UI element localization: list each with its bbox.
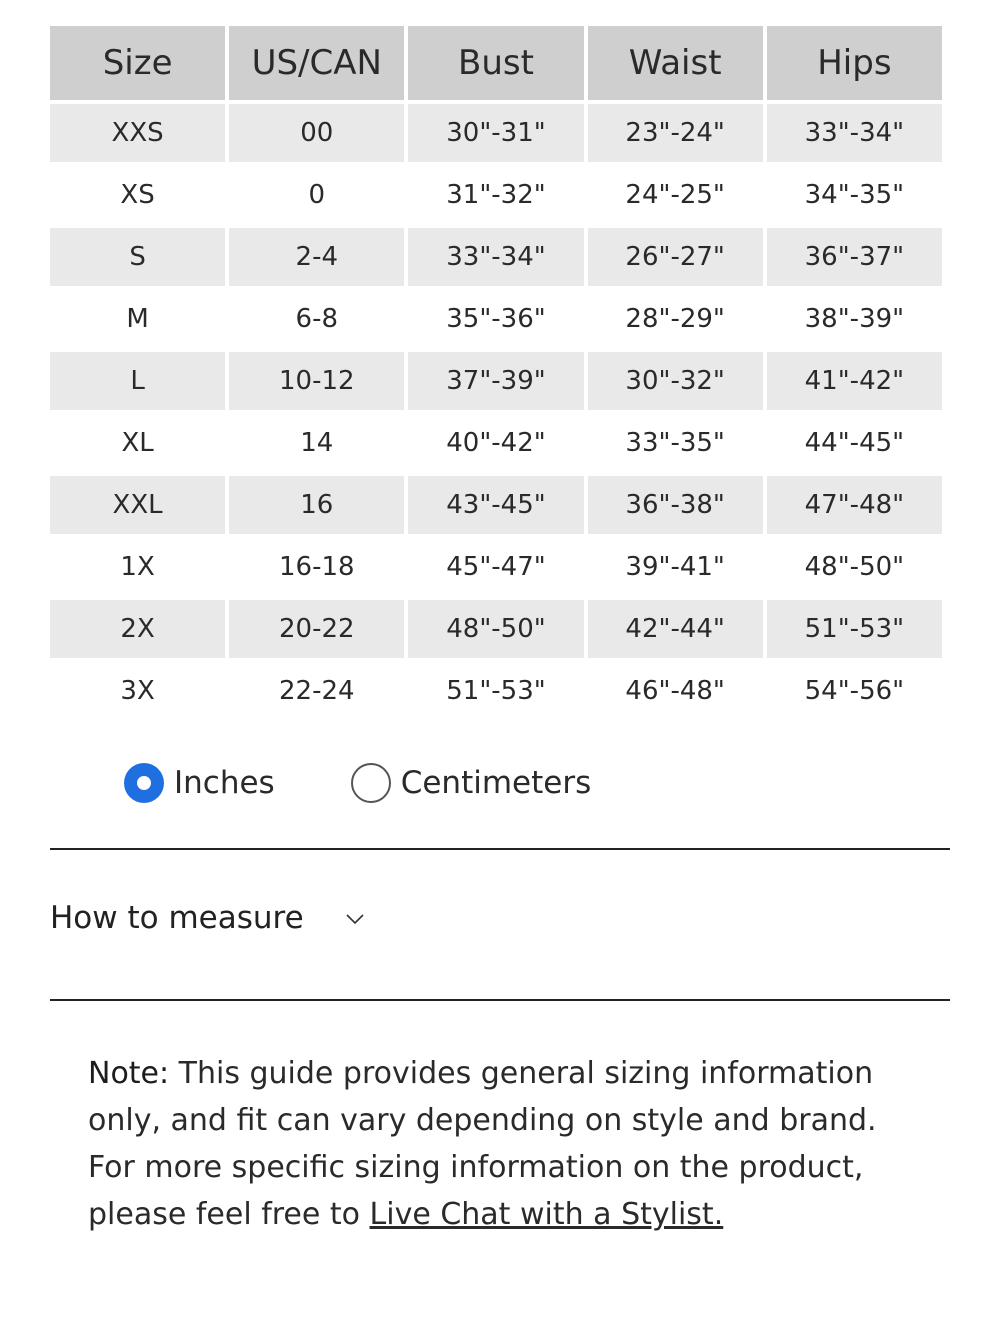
us-can-cell: 10-12 [229, 352, 404, 410]
size-chart-header-row [50, 26, 942, 100]
us-can-cell: 14 [300, 428, 334, 458]
waist-cell: 33"-35" [625, 428, 725, 458]
bust-cell: 35"-36" [446, 304, 546, 334]
us-can-cell: 0 [308, 180, 326, 210]
inches-label[interactable]: Inches [174, 765, 275, 801]
bust-cell: 48"-50" [408, 600, 583, 658]
size-cell: 2X [50, 600, 225, 658]
header-hips: Hips [767, 26, 942, 100]
us-can-cell: 2-4 [229, 228, 404, 286]
bust-cell: 33"-34" [408, 228, 583, 286]
inches-radio[interactable] [124, 763, 164, 803]
hips-cell: 51"-53" [767, 600, 942, 658]
bust-cell: 45"-47" [446, 552, 546, 582]
table-row [50, 538, 942, 596]
divider [50, 848, 950, 850]
header-us-can: US/CAN [229, 26, 404, 100]
centimeters-option[interactable] [351, 763, 592, 803]
centimeters-radio[interactable] [351, 763, 391, 803]
size-cell: S [50, 228, 225, 286]
table-row [50, 352, 942, 410]
note-label: Note: [88, 1056, 170, 1091]
us-can-cell: 00 [229, 104, 404, 162]
header-waist: Waist [588, 26, 763, 100]
size-chart-table [46, 22, 946, 724]
waist-cell: 36"-38" [588, 476, 763, 534]
table-row [50, 290, 942, 348]
size-cell: XXL [50, 476, 225, 534]
bust-cell: 30"-31" [408, 104, 583, 162]
waist-cell: 39"-41" [625, 552, 725, 582]
table-row [50, 662, 942, 720]
table-row [50, 166, 942, 224]
hips-cell: 44"-45" [804, 428, 905, 458]
note-text: This guide provides general sizing information only, and fit can vary depending on style and brand. For more specific sizing information on the product, please feel free to [88, 1056, 877, 1232]
us-can-cell: 22-24 [279, 676, 355, 706]
table-row [50, 414, 942, 472]
hips-cell: 33"-34" [767, 104, 942, 162]
how-to-measure-toggle[interactable] [50, 900, 366, 936]
table-row [50, 228, 942, 286]
header-size: Size [50, 26, 225, 100]
waist-cell: 30"-32" [588, 352, 763, 410]
hips-cell: 34"-35" [804, 180, 905, 210]
size-cell: XS [120, 180, 155, 210]
bust-cell: 51"-53" [446, 676, 546, 706]
waist-cell: 42"-44" [588, 600, 763, 658]
size-cell: XXS [50, 104, 225, 162]
size-cell: 1X [120, 552, 155, 582]
waist-cell: 24"-25" [625, 180, 725, 210]
hips-cell: 48"-50" [804, 552, 905, 582]
us-can-cell: 16-18 [279, 552, 355, 582]
size-cell: 3X [120, 676, 155, 706]
inches-option[interactable] [124, 763, 275, 803]
unit-toggle [124, 760, 591, 806]
table-row [50, 476, 942, 534]
chevron-down-icon[interactable] [344, 911, 366, 925]
us-can-cell: 16 [229, 476, 404, 534]
us-can-cell: 20-22 [229, 600, 404, 658]
hips-cell: 54"-56" [804, 676, 905, 706]
hips-cell: 38"-39" [804, 304, 905, 334]
table-row [50, 600, 942, 658]
bust-cell: 31"-32" [446, 180, 546, 210]
hips-cell: 36"-37" [767, 228, 942, 286]
header-bust: Bust [408, 26, 583, 100]
divider [50, 999, 950, 1001]
us-can-cell: 6-8 [295, 304, 339, 334]
hips-cell: 47"-48" [767, 476, 942, 534]
waist-cell: 26"-27" [588, 228, 763, 286]
bust-cell: 43"-45" [408, 476, 583, 534]
hips-cell: 41"-42" [767, 352, 942, 410]
how-to-measure-label[interactable]: How to measure [50, 900, 304, 936]
waist-cell: 46"-48" [625, 676, 725, 706]
bust-cell: 37"-39" [408, 352, 583, 410]
waist-cell: 28"-29" [625, 304, 725, 334]
bust-cell: 40"-42" [446, 428, 546, 458]
sizing-note [88, 1050, 918, 1238]
size-cell: M [126, 304, 149, 334]
waist-cell: 23"-24" [588, 104, 763, 162]
live-chat-link[interactable]: Live Chat with a Stylist. [369, 1197, 724, 1232]
centimeters-label[interactable]: Centimeters [400, 765, 592, 801]
size-cell: XL [121, 428, 154, 458]
size-cell: L [50, 352, 225, 410]
table-row [50, 104, 942, 162]
